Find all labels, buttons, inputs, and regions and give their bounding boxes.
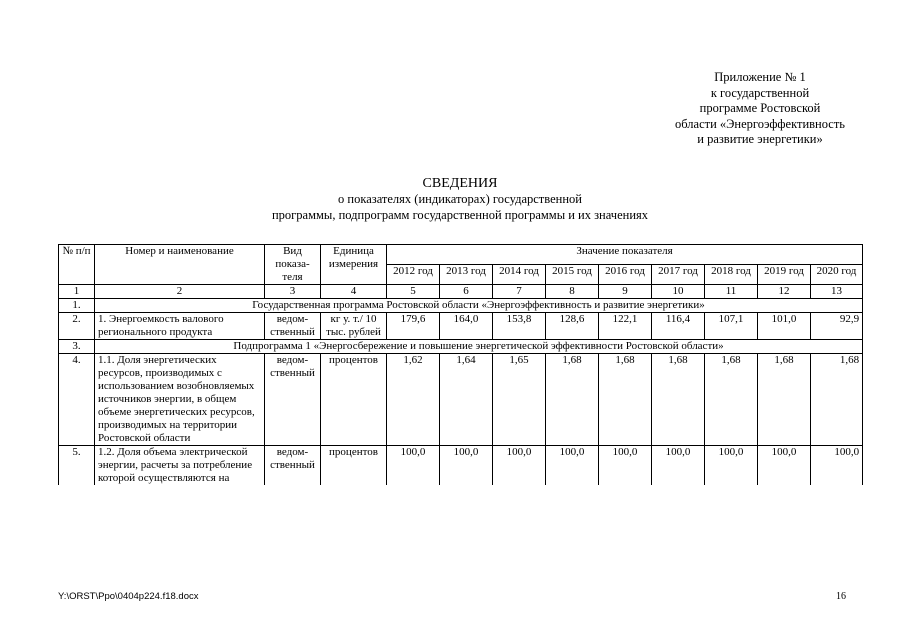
indicator-value: 100,0 [546,446,599,486]
indicator-type: ведом-ственный [265,354,321,446]
table-row [59,446,863,486]
column-number: 1 [59,285,95,299]
section-row [59,340,863,354]
column-number: 6 [440,285,493,299]
indicator-value: 100,0 [758,446,811,486]
indicator-value: 153,8 [493,313,546,340]
header-year: 2014 год [493,265,546,285]
indicator-unit: кг у. т./ 10 тыс. рублей [321,313,387,340]
header-unit: Единица измерения [321,245,387,285]
indicator-value: 100,0 [493,446,546,486]
indicator-value: 1,68 [546,354,599,446]
appendix-line: к государственной [710,85,810,100]
indicator-name: 1.1. Доля энергетических ресурсов, производимых с использованием возобновляемых источников энергии, в общем объеме энергетических ресурсов, производимых на территории Ростовской области [95,354,265,446]
appendix-line: и развитие энергетики» [697,132,823,146]
row-number: 1. [59,299,95,313]
title-line: программы, подпрограмм государственной программы и их значениях [271,207,649,222]
indicator-value: 100,0 [599,446,652,486]
indicator-value: 128,6 [546,313,599,340]
header-values: Значение показателя [387,245,863,265]
indicator-unit: процентов [321,354,387,446]
section-title: Государственная программа Ростовской области «Энергоэффективность и развитие энергетики» [95,299,863,313]
header-num: № п/п [59,245,95,285]
indicator-value: 1,65 [493,354,546,446]
document-title [150,175,770,223]
column-number: 12 [758,285,811,299]
indicator-value: 122,1 [599,313,652,340]
appendix-line: Приложение № 1 [714,70,806,84]
indicator-value: 100,0 [811,446,863,486]
header-year: 2013 год [440,265,493,285]
table-row [59,354,863,446]
row-number: 2. [59,313,95,340]
indicator-value: 100,0 [440,446,493,486]
section-title: Подпрограмма 1 «Энергосбережение и повышение энергетической эффективности Ростовской области» [95,340,863,354]
indicator-value: 1,68 [705,354,758,446]
indicator-value: 164,0 [440,313,493,340]
header-year: 2015 год [546,265,599,285]
row-number: 4. [59,354,95,446]
indicator-value: 1,64 [440,354,493,446]
column-number: 2 [95,285,265,299]
title-line: о показателях (индикаторах) государственной [338,192,582,206]
appendix-line: области «Энергоэффективность [674,116,845,131]
header-row [59,245,863,265]
indicator-value: 1,68 [811,354,863,446]
column-number: 3 [265,285,321,299]
column-number: 4 [321,285,387,299]
column-number: 11 [705,285,758,299]
header-type: Вид показа-теля [265,245,321,285]
indicator-value: 1,68 [652,354,705,446]
indicators-table [58,244,863,485]
column-number: 10 [652,285,705,299]
indicator-value: 1,68 [758,354,811,446]
header-year: 2019 год [758,265,811,285]
indicator-unit: процентов [321,446,387,486]
appendix-line: программе Ростовской [699,101,821,115]
header-year: 2016 год [599,265,652,285]
indicator-type: ведом-ственный [265,446,321,486]
indicator-value: 179,6 [387,313,440,340]
indicator-value: 100,0 [705,446,758,486]
indicator-value: 100,0 [652,446,705,486]
indicator-name: 1. Энергоемкость валового регионального продукта [95,313,265,340]
column-number: 5 [387,285,440,299]
column-number: 7 [493,285,546,299]
table-row [59,313,863,340]
header-year: 2017 год [652,265,705,285]
indicator-value: 1,68 [599,354,652,446]
row-number: 3. [59,340,95,354]
header-year: 2020 год [811,265,863,285]
indicator-value: 116,4 [652,313,705,340]
column-number-row [59,285,863,299]
footer-file-path: Y:\ORST\Ppo\0404p224.f18.docx [58,591,199,602]
section-row [59,299,863,313]
title-heading: СВЕДЕНИЯ [422,176,498,191]
column-number: 13 [811,285,863,299]
page-number: 16 [836,591,846,602]
indicator-value: 1,62 [387,354,440,446]
indicator-name: 1.2. Доля объема электрической энергии, расчеты за потребление которой осуществляются на [95,446,265,486]
indicator-value: 101,0 [758,313,811,340]
header-year: 2012 год [387,265,440,285]
appendix-block [630,70,890,148]
indicator-value: 107,1 [705,313,758,340]
header-year: 2018 год [705,265,758,285]
column-number: 8 [546,285,599,299]
column-number: 9 [599,285,652,299]
header-name: Номер и наименование [95,245,265,285]
indicator-type: ведом-ственный [265,313,321,340]
row-number: 5. [59,446,95,486]
indicator-value: 100,0 [387,446,440,486]
indicator-value: 92,9 [811,313,863,340]
